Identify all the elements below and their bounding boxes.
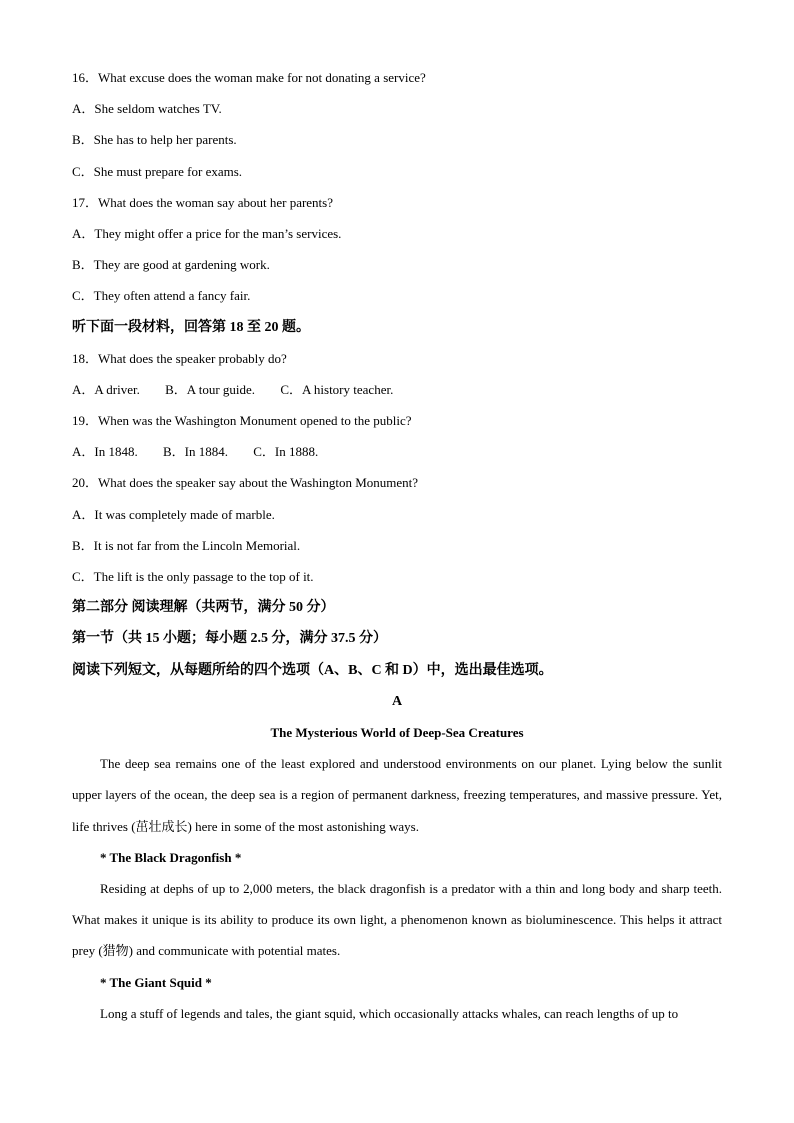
question-19-stem: 19．When was the Washington Monument opened to the public? [72, 413, 412, 429]
question-20-option-b: B．It is not far from the Lincoln Memorial. [72, 537, 301, 553]
section-2-instruction: 阅读下列短文，从每题所给的四个选项（A、B、C 和 D）中，选出最佳选项。 [72, 662, 553, 678]
passage-intro-paragraph: The deep sea remains one of the least explored and understood environments on our planet. Lying below the sunlit upper layers of the ocean, the deep sea is a region of permanent darkness, freezing temperatures, and massive pressure. Yet, life thrives (茁壮成长) here in some of the most astonishing ways. [72, 756, 722, 834]
listening-instruction-18-20: 听下面一段材料，回答第 18 至 20 题。 [72, 319, 310, 335]
question-20-stem: 20．What does the speaker say about the Washington Monument? [72, 475, 419, 491]
section-2-title: 第二部分 阅读理解（共两节，满分 50 分） [72, 600, 335, 616]
question-19-option-b: B．In 1884. [162, 444, 228, 460]
question-18-option-c: C．A history teacher. [280, 381, 394, 397]
question-18-option-a: A．A driver. [72, 381, 140, 397]
paragraph-giant-squid: Long a stuff of legends and tales, the giant squid, which occasionally attacks whales, can reach lengths of up to [100, 1005, 679, 1021]
subheading-giant-squid: * The Giant Squid * [100, 974, 212, 990]
passage-letter: A [391, 693, 403, 709]
question-19-option-c: C．In 1888. [253, 444, 319, 460]
question-17-option-b: B．They are good at gardening work. [72, 257, 270, 273]
question-18-stem: 18．What does the speaker probably do? [72, 350, 287, 366]
subheading-black-dragonfish: * The Black Dragonfish * [100, 849, 242, 865]
passage-title: The Mysterious World of Deep-Sea Creatures [270, 724, 524, 740]
question-17-stem: 17．What does the woman say about her parents? [72, 194, 334, 210]
paragraph-black-dragonfish: Residing at dephs of up to 2,000 meters, the black dragonfish is a predator with a thin and long body and sharp teeth. What makes it unique is its ability to produce its own light, a phenomenon known as bioluminescence. This helps it attract prey (猎物) and communicate with potential mates. [72, 880, 722, 959]
question-18-options [72, 374, 722, 405]
question-16-option-c: C．She must prepare for exams. [72, 163, 243, 179]
question-16-option-b: B．She has to help her parents. [72, 132, 237, 148]
document-page [72, 62, 722, 1029]
question-19-option-a: A．In 1848. [72, 444, 138, 460]
question-20-option-c: C．The lift is the only passage to the top of it. [72, 569, 314, 584]
section-2-part-1: 第一节（共 15 小题；每小题 2.5 分，满分 37.5 分） [72, 631, 387, 647]
question-18-option-b: B．A tour guide. [165, 381, 256, 397]
question-17-option-a: A．They might offer a price for the man’s services. [72, 225, 342, 241]
question-17-option-c: C．They often attend a fancy fair. [72, 288, 251, 304]
question-16-stem: 16．What excuse does the woman make for not donating a service? [72, 70, 426, 85]
question-16-option-a: A．She seldom watches TV. [72, 101, 222, 117]
question-20-option-a: A．It was completely made of marble. [72, 506, 275, 522]
question-19-options [72, 436, 722, 467]
